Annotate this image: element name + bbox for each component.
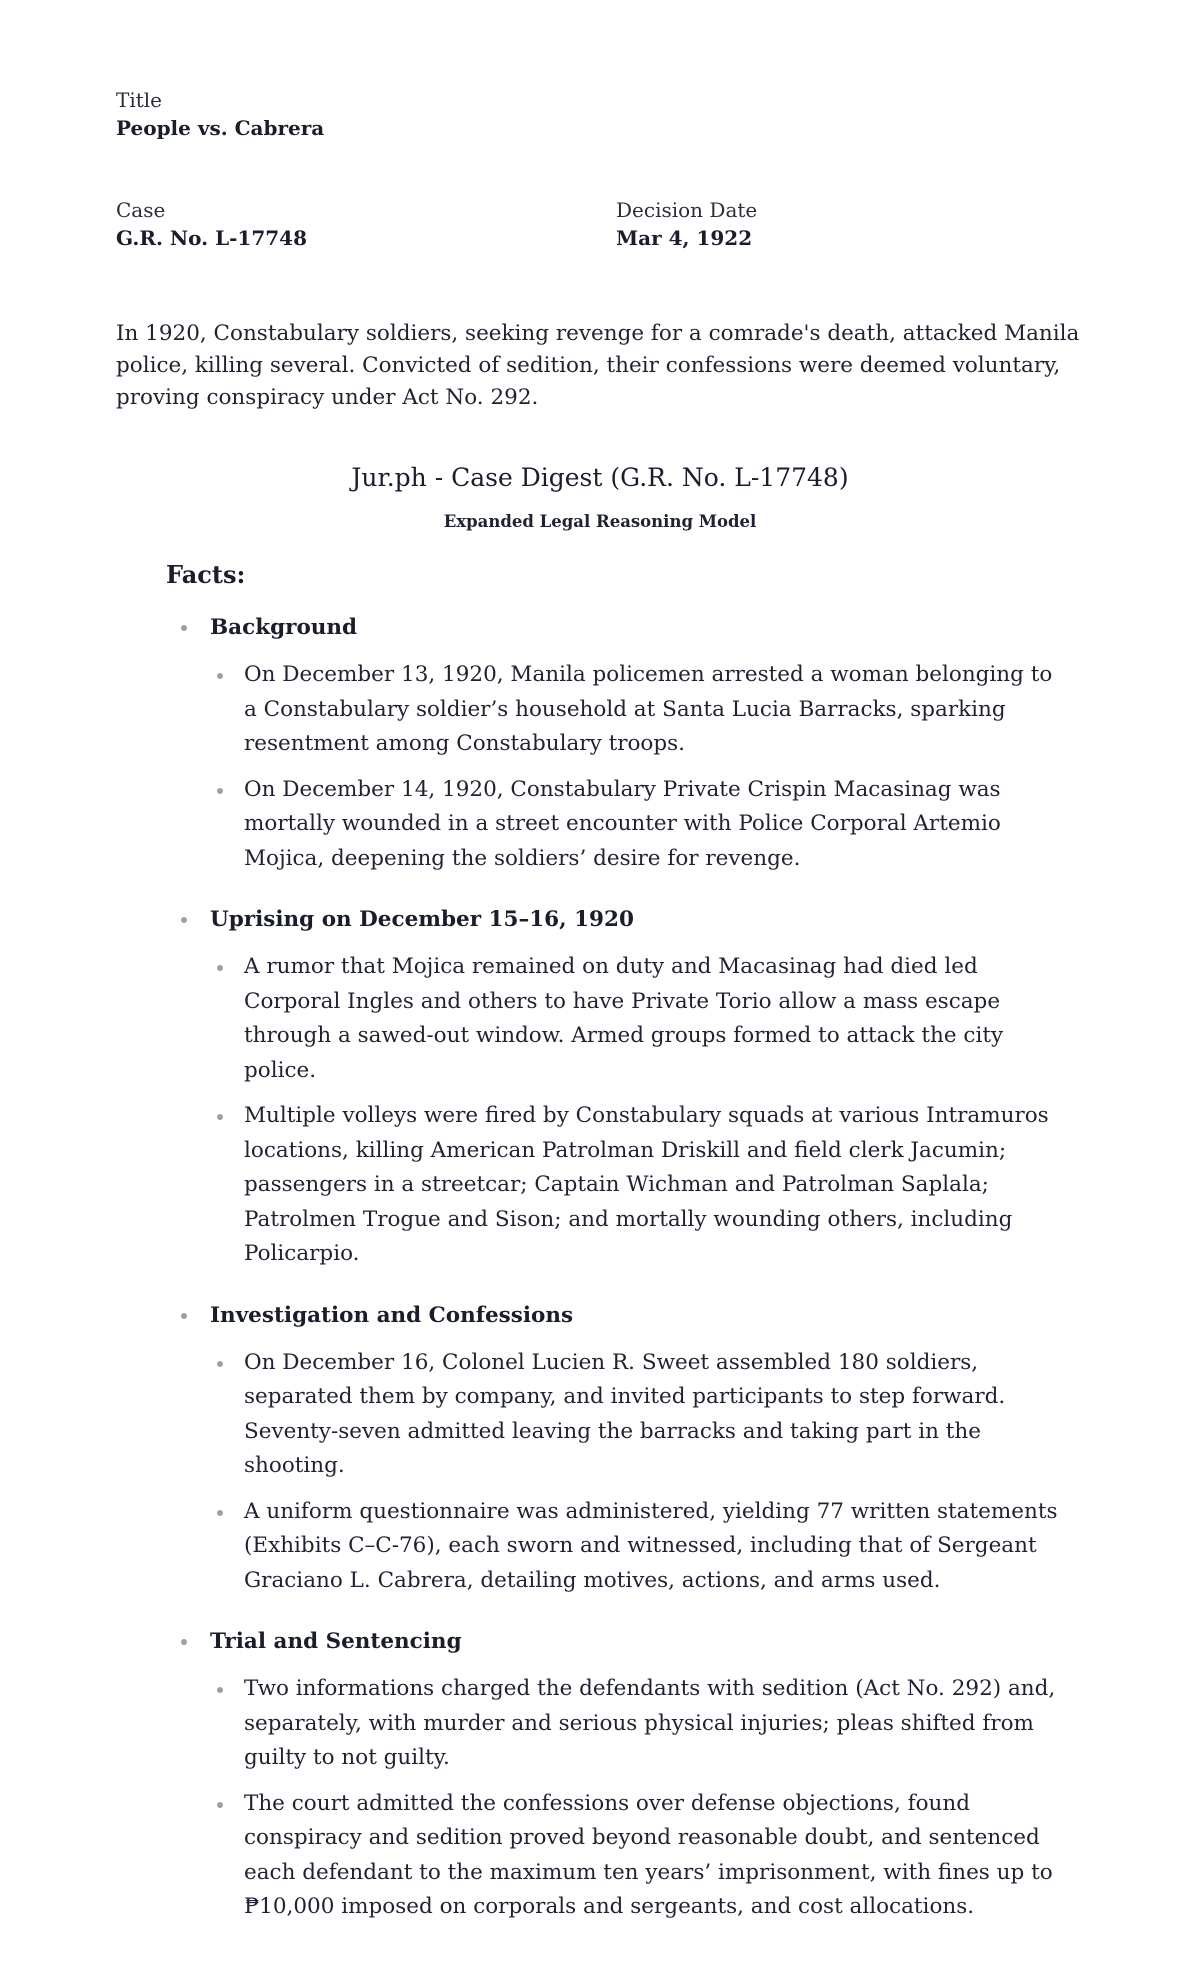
list-item-text: On December 13, 1920, Manila policemen arrested a woman belonging to a Constabulary soldier’s household at Santa Lucia Barracks, sparking resentment among Constabulary troops.: [244, 662, 1053, 756]
list-item: [210, 1346, 1066, 1484]
facts-list: [166, 610, 1066, 1951]
section-items: [210, 1672, 1066, 1925]
bullet-icon: [181, 917, 187, 923]
section-items: [210, 1346, 1066, 1599]
facts-section: [166, 1298, 1066, 1599]
list-item: [210, 773, 1066, 877]
list-item: [210, 1099, 1066, 1272]
bullet-icon: [217, 965, 223, 971]
digest-title: Jur.ph - Case Digest (G.R. No. L-17748): [351, 463, 849, 492]
list-item-text: A rumor that Mojica remained on duty and Macasinag had died led Corporal Ingles and others to have Private Torio allow a mass escape through a sawed-out window. Armed groups formed to attack the city police.: [244, 954, 1004, 1083]
list-item: [210, 1495, 1066, 1599]
list-item: [210, 658, 1066, 762]
decision-date-label: Decision Date: [616, 198, 758, 222]
bullet-icon: [217, 1802, 223, 1808]
list-item-text: A uniform questionnaire was administered, yielding 77 written statements (Exhibits C–C-76), each sworn and witnessed, including that of Sergeant Graciano L. Cabrera, detailing motives, actions, and arms used.: [244, 1498, 1058, 1593]
facts-section: [166, 1624, 1066, 1925]
list-item-text: Two informations charged the defendants with sedition (Act No. 292) and, separately, with murder and serious physical injuries; pleas shifted from guilty to not guilty.: [244, 1676, 1056, 1770]
list-item-text: On December 14, 1920, Constabulary Private Crispin Macasinag was mortally wounded in a street encounter with Police Corporal Artemio Mojica, deepening the soldiers’ desire for revenge.: [244, 776, 1001, 871]
bullet-icon: [217, 788, 223, 794]
bullet-icon: [217, 673, 223, 679]
facts-heading: Facts:: [166, 560, 246, 589]
bullet-icon: [217, 1114, 223, 1120]
bullet-icon: [181, 625, 187, 631]
bullet-icon: [217, 1361, 223, 1367]
case-number: G.R. No. L-17748: [116, 226, 308, 250]
digest-subtitle: Expanded Legal Reasoning Model: [443, 512, 757, 531]
section-title: Uprising on December 15–16, 1920: [210, 907, 634, 932]
title-field: [116, 86, 324, 142]
facts-section: [166, 902, 1066, 1272]
bullet-icon: [217, 1510, 223, 1516]
decision-date: Mar 4, 1922: [616, 226, 753, 250]
list-item: [210, 950, 1066, 1088]
section-items: [210, 658, 1066, 876]
bullet-icon: [181, 1639, 187, 1645]
section-items: [210, 950, 1066, 1272]
list-item-text: The court admitted the confessions over defense objections, found conspiracy and sedition proved beyond reasonable doubt, and sentenced each defendant to the maximum ten years’ imprisonment, with fines up to ₱10,000 imposed on corporals and sergeants, and cost allocations.: [244, 1790, 1053, 1919]
case-number-field: [116, 196, 307, 252]
section-title: Trial and Sentencing: [210, 1629, 462, 1654]
list-item: [210, 1787, 1066, 1925]
title-label: Title: [116, 88, 163, 112]
case-label: Case: [116, 198, 166, 222]
section-title: Investigation and Confessions: [210, 1302, 574, 1328]
bullet-icon: [181, 1313, 187, 1319]
case-summary: In 1920, Constabulary soldiers, seeking revenge for a comrade's death, attacked Manila police, killing several. Convicted of sedition, their confessions were deemed voluntary, proving conspiracy under Act No. 292.: [116, 321, 1080, 410]
case-title: People vs. Cabrera: [116, 116, 325, 140]
list-item-text: Multiple volleys were fired by Constabulary squads at various Intramuros locations, killing American Patrolman Driskill and field clerk Jacumin; passengers in a streetcar; Captain Wichman and Patrolman Saplala; Patrolmen Trogue and Sison; and mortally wounding others, including Policarpio.: [244, 1103, 1049, 1266]
section-title: Background: [210, 615, 358, 640]
facts-section: [166, 610, 1066, 876]
list-item-text: On December 16, Colonel Lucien R. Sweet assembled 180 soldiers, separated them by company, and invited participants to step forward. Seventy-seven admitted leaving the barracks and taking part in the shooting.: [244, 1349, 1006, 1478]
decision-date-field: [616, 196, 757, 252]
bullet-icon: [217, 1687, 223, 1693]
list-item: [210, 1672, 1066, 1776]
